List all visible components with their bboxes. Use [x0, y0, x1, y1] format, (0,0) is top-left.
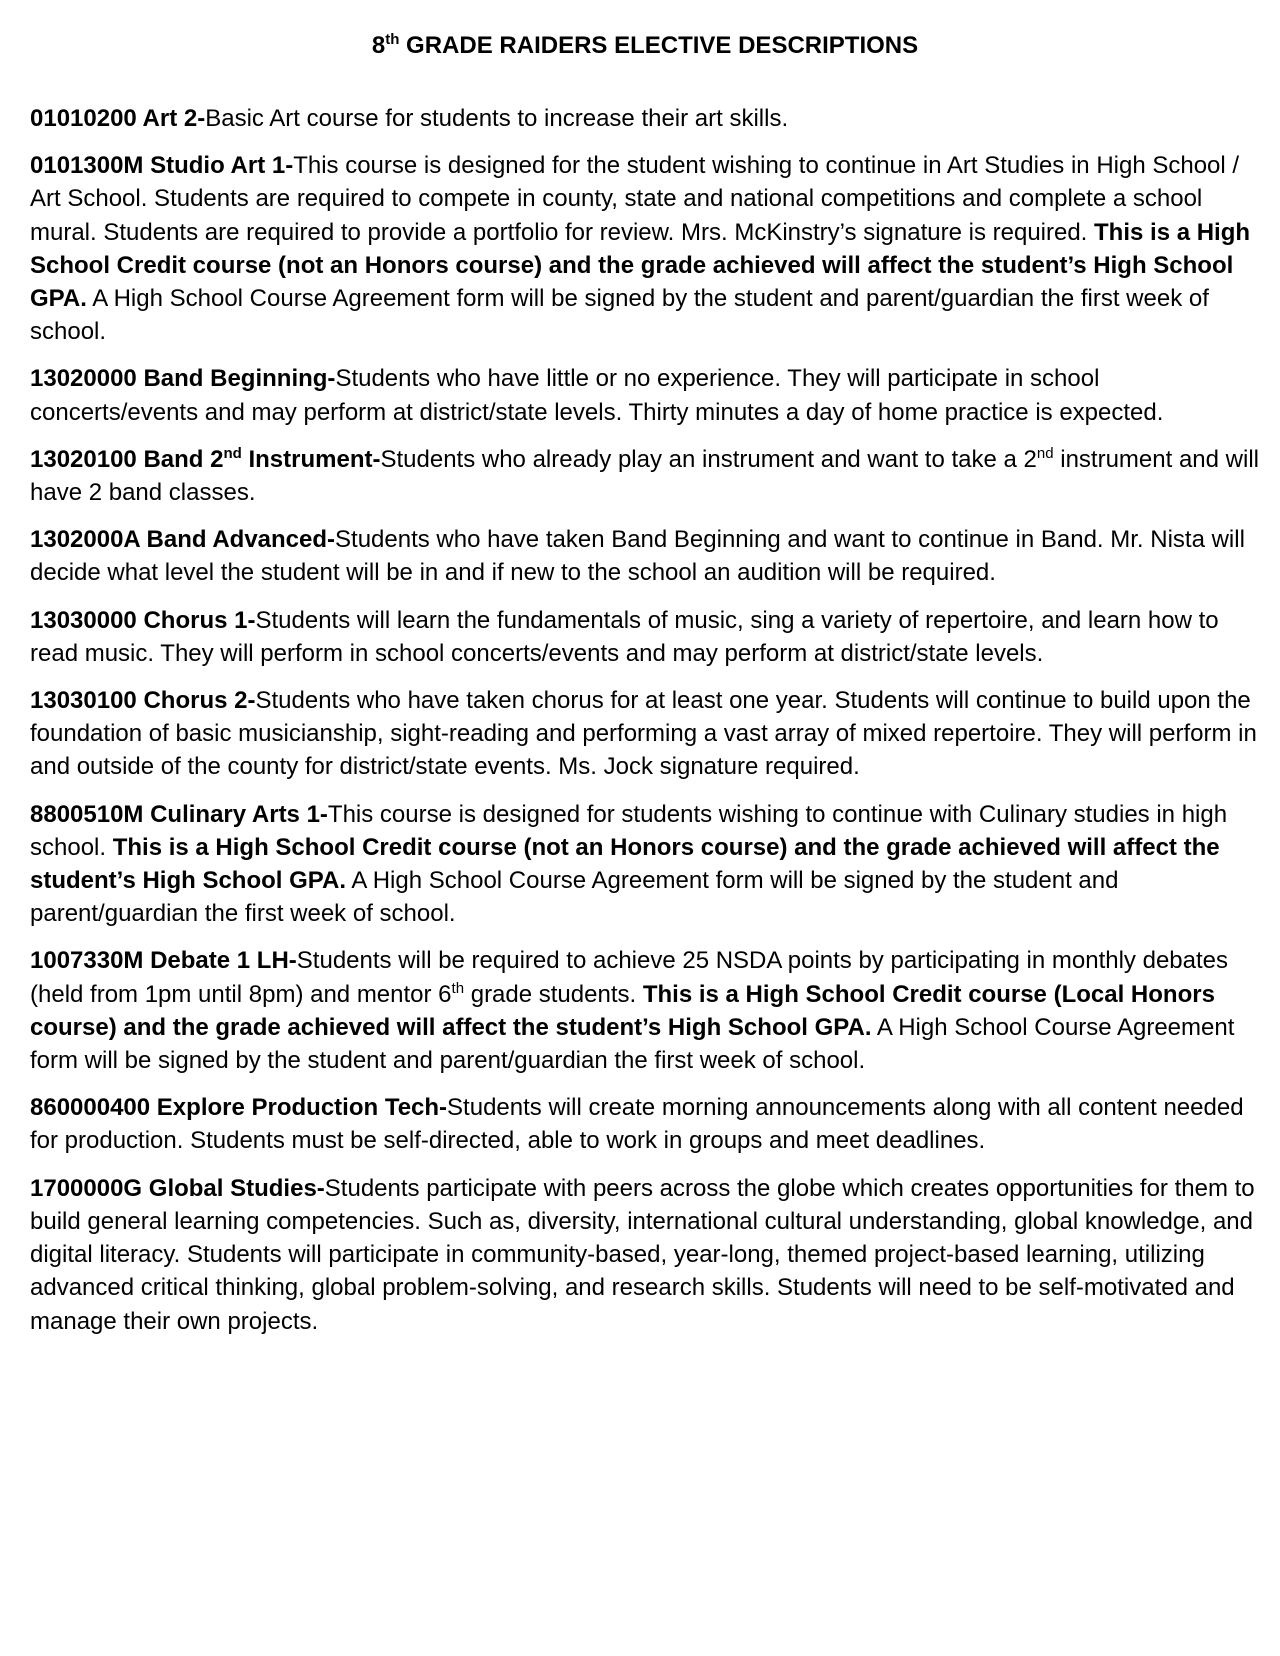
document-page [30, 30, 1260, 1352]
course-heading: 0101300M Studio Art 1- [30, 152, 294, 180]
course-description: Students who have taken Band Beginning and want to continue in Band. Mr. Nista will decide what level the student will be in and if new to the school an audition will be required. [30, 526, 1245, 587]
course-description: Students will learn the fundamentals of music, sing a variety of repertoire, and learn how to read music. They will perform in school concerts/events and may perform at district/state levels. [30, 606, 1219, 667]
course-description: Students will create morning announcements along with all content needed for production. Students must be self-directed, able to work in groups and meet deadlines. [30, 1094, 1244, 1155]
course-description-ordinal: th [451, 979, 465, 997]
title-grade-suffix: th [385, 31, 400, 48]
course-agreement-note: A High School Course Agreement form will be signed by the student and parent/guardian the first week of school. [30, 285, 1209, 346]
course-chorus-1 [30, 604, 1260, 670]
course-heading: 1302000A Band Advanced- [30, 526, 336, 554]
course-band-beginning [30, 362, 1260, 428]
course-description: This course is designed for students wishing to continue with Culinary studies in high school. [30, 800, 1228, 861]
page-title [30, 30, 1260, 62]
course-description: Students participate with peers across the globe which creates opportunities for them to build general learning competencies. Such as, diversity, international cultural understanding, global knowledge, and digital literacy. Students will participate in community-based, year-long, themed project-based learning, utilizing advanced critical thinking, global problem-solving, and research skills. Students will need to be self-motivated and manage their own projects. [30, 1174, 1255, 1335]
title-text: GRADE RAIDERS ELECTIVE DESCRIPTIONS [399, 32, 919, 59]
course-description: Students who have taken chorus for at least one year. Students will continue to build upon the foundation of basic musicianship, sight-reading and performing a vast array of mixed repertoire. They will perform in and outside of the county for district/state events. Ms. Jock signature required. [30, 687, 1257, 781]
course-culinary-arts-1 [30, 798, 1260, 931]
course-heading-part: Instrument- [241, 445, 381, 473]
course-credit-notice: This is a High School Credit course (not an Honors course) and the grade achieved will affect the student’s High School GPA. [30, 218, 1251, 313]
course-heading: 8800510M Culinary Arts 1- [30, 800, 328, 828]
course-credit-notice: This is a High School Credit course (Local Honors course) and the grade achieved will affect the student’s High School GPA. [30, 980, 1215, 1041]
course-heading: 13030000 Chorus 1- [30, 606, 256, 634]
course-description: Students will be required to achieve 25 NSDA points by participating in monthly debates (held from 1pm until 8pm) and mentor 6 [30, 947, 1229, 1008]
course-art-2 [30, 102, 1260, 135]
course-description: Students who have little or no experience. They will participate in school concerts/events and may perform at district/state levels. Thirty minutes a day of home practice is expected. [30, 365, 1164, 426]
course-chorus-2 [30, 684, 1260, 784]
title-grade-number: 8 [371, 32, 386, 59]
course-agreement-note: A High School Course Agreement form will be signed by the student and parent/guardian the first week of school. [30, 867, 1119, 928]
course-heading: 01010200 Art 2- [30, 105, 206, 132]
course-debate-1-lh [30, 944, 1260, 1077]
course-credit-notice: This is a High School Credit course (not an Honors course) and the grade achieved will affect the student’s High School GPA. [30, 833, 1220, 895]
course-studio-art-1 [30, 149, 1260, 348]
course-heading: 1007330M Debate 1 LH- [30, 947, 297, 975]
course-heading [30, 446, 380, 473]
course-heading: 860000400 Explore Production Tech- [30, 1094, 448, 1122]
course-heading: 13020000 Band Beginning- [30, 365, 336, 393]
course-band-2nd-instrument [30, 443, 1260, 509]
course-description-continued: grade students. [464, 980, 643, 1008]
course-description: Basic Art course for students to increase their art skills. [205, 105, 789, 132]
course-heading-part: 13020100 Band 2 [30, 445, 224, 473]
course-band-advanced [30, 523, 1260, 589]
course-heading-ordinal: nd [223, 444, 242, 462]
course-agreement-note: A High School Course Agreement form will be signed by the student and parent/guardian the first week of school. [30, 1013, 1235, 1075]
course-explore-production-tech [30, 1091, 1260, 1157]
course-heading: 1700000G Global Studies- [30, 1174, 325, 1202]
course-global-studies [30, 1172, 1260, 1338]
course-description: This course is designed for the student wishing to continue in Art Studies in High School / Art School. Students are required to compete in county, state and national competitions and complete a school mural. Students are required to provide a portfolio for review. Mrs. McKinstry’s signature is required. [30, 152, 1240, 246]
course-heading: 13030100 Chorus 2- [30, 687, 256, 715]
course-description-continued: instrument and will have 2 band classes. [30, 445, 1259, 507]
course-description: Students who already play an instrument and want to take a 2 [380, 445, 1037, 473]
course-description-ordinal: nd [1036, 444, 1054, 462]
